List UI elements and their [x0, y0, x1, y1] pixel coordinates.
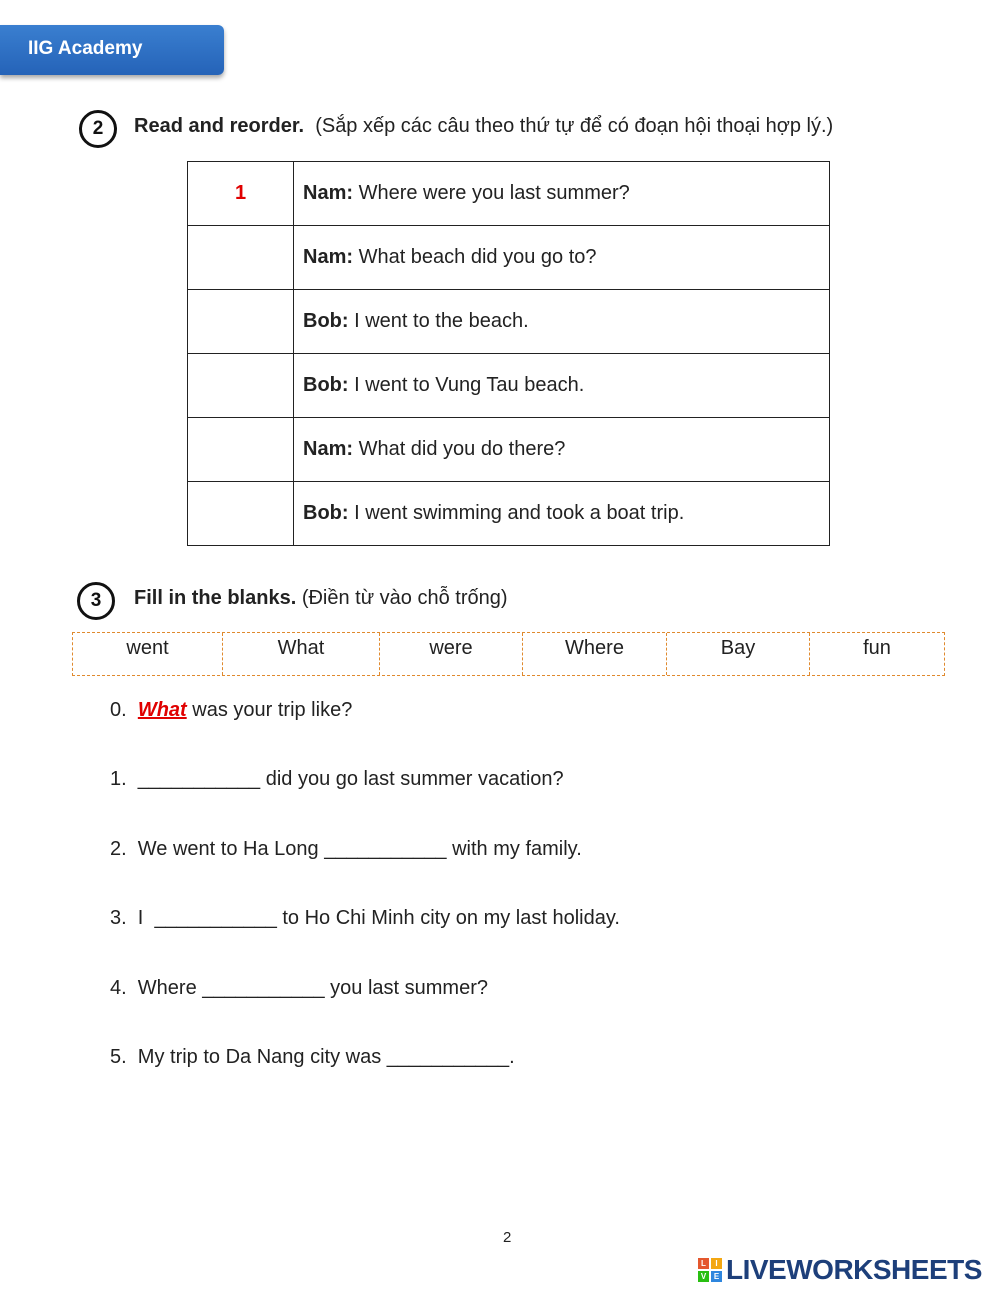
dialogue-line: [294, 482, 830, 546]
dialogue-text: I went to the beach.: [348, 310, 529, 332]
speaker: Bob:: [303, 374, 349, 396]
page-number: 2: [503, 1229, 512, 1246]
brand-banner: IIG Academy: [0, 25, 224, 75]
speaker: Nam:: [303, 182, 354, 204]
example-text: was your trip like?: [186, 699, 353, 721]
table-row: [188, 226, 830, 290]
dialogue-text: What did you do there?: [353, 438, 566, 460]
dialogue-line: [294, 354, 830, 418]
word-bank-item[interactable]: went: [73, 633, 223, 675]
fill-blank-item[interactable]: 1. ___________ did you go last summer vacation?: [110, 768, 564, 790]
order-cell[interactable]: [188, 482, 294, 546]
section-2-title: Read and reorder.: [134, 115, 305, 137]
example-number: 0.: [110, 699, 127, 721]
order-cell[interactable]: [188, 354, 294, 418]
speaker: Nam:: [303, 246, 354, 268]
logo-text: LIVEWORKSHEETS: [726, 1254, 982, 1285]
fill-blank-item[interactable]: 4. Where ___________ you last summer?: [110, 977, 488, 999]
table-row: [188, 482, 830, 546]
word-bank-item[interactable]: were: [380, 633, 523, 675]
section-3-heading: [134, 587, 508, 610]
dialogue-line: [294, 418, 830, 482]
dialogue-text: I went swimming and took a boat trip.: [348, 502, 685, 524]
order-cell[interactable]: [188, 290, 294, 354]
example-sentence: [110, 699, 352, 722]
word-bank-item[interactable]: Where: [523, 633, 667, 675]
dialogue-line: [294, 162, 830, 226]
order-cell[interactable]: [188, 418, 294, 482]
dialogue-line: [294, 226, 830, 290]
dialogue-line: [294, 290, 830, 354]
fill-blank-item[interactable]: 3. I ___________ to Ho Chi Minh city on my last holiday.: [110, 907, 620, 929]
logo-letter: V: [698, 1271, 709, 1282]
speaker: Nam:: [303, 438, 354, 460]
dialogue-text: What beach did you go to?: [353, 246, 597, 268]
logo-letter: I: [711, 1258, 722, 1269]
speaker: Bob:: [303, 310, 349, 332]
order-cell[interactable]: 1: [188, 162, 294, 226]
section-3-title: Fill in the blanks.: [134, 587, 297, 609]
section-2-number: 2: [79, 110, 117, 148]
table-row: [188, 354, 830, 418]
section-2-heading: [134, 115, 833, 138]
dialogue-text: Where were you last summer?: [353, 182, 630, 204]
word-bank-item[interactable]: fun: [863, 637, 891, 659]
word-bank-item[interactable]: What: [223, 633, 380, 675]
logo-grid-icon: [698, 1258, 722, 1282]
fill-blank-item[interactable]: 5. My trip to Da Nang city was ___________.: [110, 1046, 515, 1068]
logo-letter: L: [698, 1258, 709, 1269]
table-row: [188, 418, 830, 482]
example-answer: What: [137, 699, 187, 721]
table-row: [188, 162, 830, 226]
word-bank-item[interactable]: Bay: [667, 633, 810, 675]
table-row: [188, 290, 830, 354]
logo-letter: E: [711, 1271, 722, 1282]
section-2-subtitle: (Sắp xếp các câu theo thứ tự để có đoạn hội thoại hợp lý.): [315, 115, 834, 137]
word-bank: [72, 632, 945, 676]
dialogue-text: I went to Vung Tau beach.: [348, 374, 585, 396]
speaker: Bob:: [303, 502, 349, 524]
order-cell[interactable]: [188, 226, 294, 290]
fill-blank-item[interactable]: 2. We went to Ha Long ___________ with my family.: [110, 838, 582, 860]
section-3-number: 3: [77, 582, 115, 620]
reorder-table: [187, 161, 830, 546]
liveworksheets-logo: [698, 1254, 982, 1286]
section-3-subtitle: (Điền từ vào chỗ trống): [301, 587, 508, 609]
